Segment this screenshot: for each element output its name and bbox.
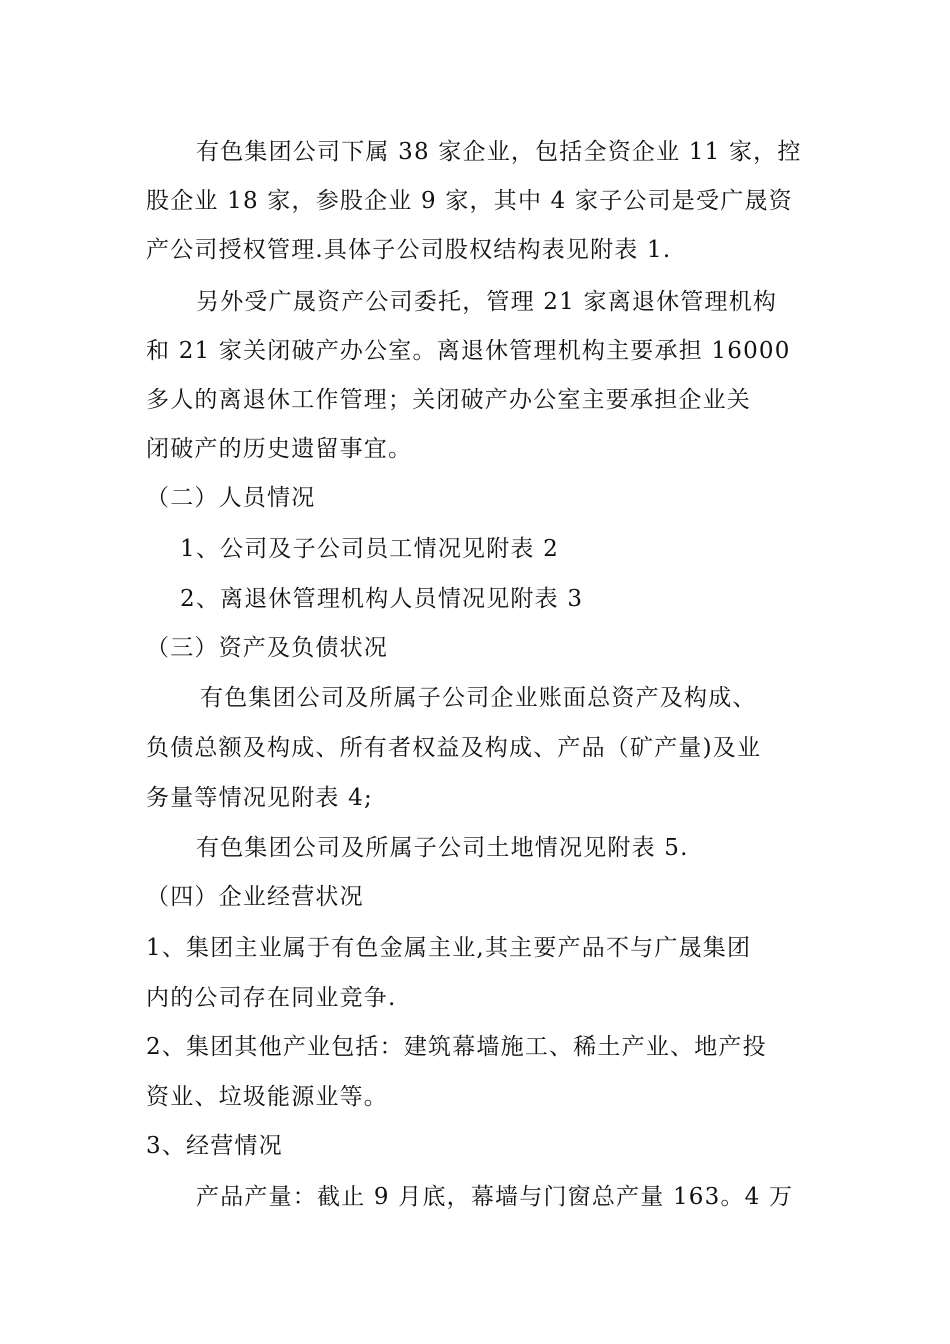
paragraph-line: 另外受广晟资产公司委托，管理 21 家离退休管理机构 xyxy=(196,289,778,315)
paragraph-line: 务量等情况见附表 4; xyxy=(146,785,373,811)
section-heading: （二）人员情况 xyxy=(146,485,316,511)
paragraph-line: 有色集团公司及所属子公司企业账面总资产及构成、 xyxy=(200,685,757,711)
list-item: 1、集团主业属于有色金属主业,其主要产品不与广晟集团 xyxy=(146,935,752,961)
list-item: 2、离退休管理机构人员情况见附表 3 xyxy=(180,586,584,612)
section-heading: （三）资产及负债状况 xyxy=(146,635,388,661)
paragraph-line: 闭破产的历史遗留事宜。 xyxy=(146,436,413,462)
paragraph-line: 产公司授权管理.具体子公司股权结构表见附表 1. xyxy=(146,237,672,263)
paragraph-line: 和 21 家关闭破产办公室。离退休管理机构主要承担 16000 xyxy=(146,338,791,364)
paragraph-line: 多人的离退休工作管理；关闭破产办公室主要承担企业关 xyxy=(146,387,751,413)
list-item: 1、公司及子公司员工情况见附表 2 xyxy=(180,536,559,562)
section-heading: （四）企业经营状况 xyxy=(146,884,364,910)
list-item: 2、集团其他产业包括：建筑幕墙施工、稀土产业、地产投 xyxy=(146,1034,767,1060)
list-item: 资业、垃圾能源业等。 xyxy=(146,1084,388,1110)
paragraph-line: 股企业 18 家，参股企业 9 家，其中 4 家子公司是受广晟资 xyxy=(146,188,793,214)
list-item: 3、经营情况 xyxy=(146,1133,283,1159)
paragraph-line: 负债总额及构成、所有者权益及构成、产品（矿产量)及业 xyxy=(146,735,762,761)
paragraph-line: 有色集团公司及所属子公司土地情况见附表 5. xyxy=(196,835,689,861)
paragraph-line: 产品产量：截止 9 月底，幕墙与门窗总产量 163。4 万 xyxy=(196,1184,794,1210)
list-item: 内的公司存在同业竞争. xyxy=(146,985,397,1011)
paragraph-line: 有色集团公司下属 38 家企业，包括全资企业 11 家，控 xyxy=(196,139,802,165)
